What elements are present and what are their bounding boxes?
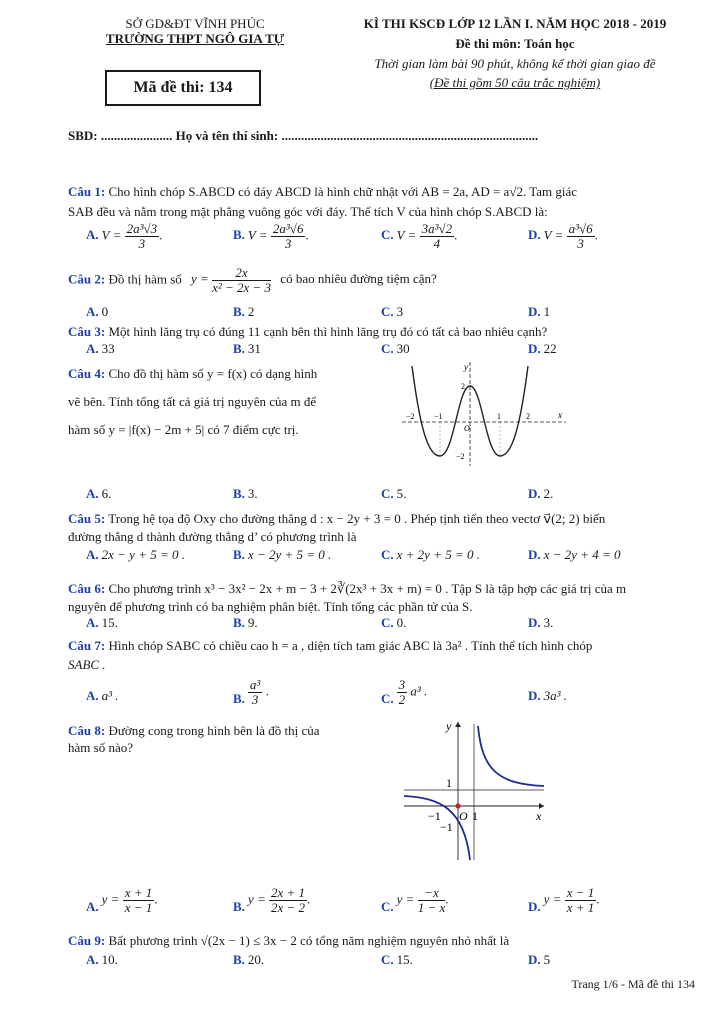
q7-answer-d: D. 3a³ . xyxy=(528,688,568,703)
q1-answer-b: B. V = $\frac{\text{2a³√6}}{3}$ . xyxy=(233,221,309,251)
q4-answer-a: A. 6. xyxy=(86,486,112,501)
tick-minus2: −2 xyxy=(406,412,415,421)
exam-title: KÌ THI KSCĐ LỚP 12 LẦN I. NĂM HỌC 2018 - 2019 xyxy=(363,16,667,31)
question-1 xyxy=(68,183,708,200)
exam-subject: Đề thi môn: Toán học xyxy=(455,36,575,51)
graph-origin: O xyxy=(459,809,468,823)
question-5: Câu 5: Trong hệ tọa độ Oxy cho đường thẳng d : x − 2y + 3 = 0 . Phép tịnh tiến theo vectơ v⃗(2; 2) biến xyxy=(68,511,606,526)
tick-1: 1 xyxy=(497,412,501,421)
tick-y2: 2 xyxy=(461,382,465,391)
q3-answer-a: A. 33 xyxy=(86,341,115,356)
question-7-cont: SABC . xyxy=(68,657,106,672)
question-2: Câu 2: Đồ thị hàm số y = $\frac{2x}{\text{x² − 2x − 3}}$ có bao nhiêu đường tiệm cận? xyxy=(68,265,437,295)
q6-answer-b: B. 9. xyxy=(233,615,258,630)
tick-minus1-x: −1 xyxy=(428,809,441,823)
tick-2: 2 xyxy=(526,412,530,421)
q1-answer-a: A. V = $\frac{\text{2a³√3}}{3}$ . xyxy=(86,221,163,251)
q6-answer-c: C. 0. xyxy=(381,615,407,630)
graph-y-label: y xyxy=(446,719,452,733)
question-4: Câu 4: Cho đồ thị hàm số y = f(x) có dạng hình vẽ bên. Tính tổng tất cả giá trị nguyên của m để hàm số y = |f(x) − 2m + 5| có 7 điểm cực trị. xyxy=(68,366,318,437)
exam-note: (Đề thi gồm 50 câu trắc nghiệm) xyxy=(429,75,601,90)
question-8: Câu 8: Đường cong trong hình bên là đồ thị của hàm số nào? xyxy=(68,723,320,755)
graph-y-label: y xyxy=(464,362,468,372)
q2-answer-b: B. 2 xyxy=(233,304,255,319)
q5-answer-b: B. x − 2y + 5 = 0 . xyxy=(233,547,332,562)
q8-hyperbola-graph xyxy=(400,716,550,862)
q3-answer-c: C. 30 xyxy=(381,341,410,356)
q6-answer-a: A. 15. xyxy=(86,615,118,630)
question-5-cont: đường thẳng d thành đường thẳng d’ có phương trình là xyxy=(68,529,357,544)
graph-x-label: x xyxy=(536,809,542,823)
tick-y1: 1 xyxy=(446,776,452,790)
q4-answer-b: B. 3. xyxy=(233,486,258,501)
q1-answer-d: D. V = $\frac{\text{a³√6}}{3}$ . xyxy=(528,221,598,251)
q5-answer-c: C. x + 2y + 5 = 0 . xyxy=(381,547,480,562)
graph-x-label: x xyxy=(558,410,562,420)
q8-answer-a: A.y = $\frac{x + 1}{x - 1}$ . xyxy=(86,885,158,915)
tick-ym2: −2 xyxy=(456,452,465,461)
exam-code-box: Mã đề thi: 134 xyxy=(105,70,261,106)
question-label: Câu 1: xyxy=(68,184,106,199)
question-6: Câu 6: Cho phương trình x³ − 3x² − 2x + m − 3 + 2∛(2x³ + 3x + m) = 0 . Tập S là tập hợp các giá trị của m xyxy=(68,581,627,596)
q2-answer-a: A. 0 xyxy=(86,304,109,319)
question-6-cont: nguyên để phương trình có ba nghiệm phân biệt. Tính tổng các phần tử của S. xyxy=(68,599,473,614)
q9-answer-b: B. 20. xyxy=(233,952,265,967)
school-name: TRƯỜNG THPT NGÔ GIA TỰ xyxy=(105,31,285,46)
graph-origin: O xyxy=(464,424,470,433)
q7-answer-a: A. a³ . xyxy=(86,688,119,703)
exam-duration: Thời gian làm bài 90 phút, không kể thời gian giao đề xyxy=(374,56,656,71)
page-footer: Trang 1/6 - Mã đề thi 134 xyxy=(571,977,695,991)
tick-x1: 1 xyxy=(472,809,478,823)
department-name: SỞ GD&ĐT VĨNH PHÚC xyxy=(125,16,265,31)
q7-answer-b: B. $\frac{\text{a³}}{3}$ . xyxy=(233,677,269,707)
q4-function-graph xyxy=(398,358,570,468)
q9-answer-c: C. 15. xyxy=(381,952,413,967)
q5-answer-d: D. x − 2y + 4 = 0 xyxy=(528,547,621,562)
q9-answer-d: D. 5 xyxy=(528,952,551,967)
q4-answer-c: C. 5. xyxy=(381,486,407,501)
tick-minus1: −1 xyxy=(434,412,443,421)
q2-answer-c: C. 3 xyxy=(381,304,404,319)
q7-answer-c: C. $\frac{3}{2}$ a³ . xyxy=(381,677,428,707)
tick-minus1-y: −1 xyxy=(440,820,453,834)
q8-answer-c: C.y = $\frac{-x}{1 - x}$ . xyxy=(381,885,449,915)
q9-answer-a: A. 10. xyxy=(86,952,118,967)
question-9: Câu 9: Bất phương trình √(2x − 1) ≤ 3x − 2 có tổng năm nghiệm nguyên nhỏ nhất là xyxy=(68,933,510,948)
question-text: Cho hình chóp S.ABCD có đáy ABCD là hình chữ nhật với AB = 2a, AD = a√2. Tam giác xyxy=(108,184,578,199)
q2-answer-d: D. 1 xyxy=(528,304,551,319)
question-1-cont: SAB đều và nằm trong mặt phẳng vuông góc với đáy. Thể tích V của hình chóp S.ABCD là: xyxy=(68,204,548,219)
question-3: Câu 3: Một hình lăng trụ có đúng 11 cạnh bên thì hình lăng trụ đó có tất cả bao nhiêu cạnh? xyxy=(68,324,548,339)
q3-answer-b: B. 31 xyxy=(233,341,261,356)
question-7: Câu 7: Hình chóp SABC có chiều cao h = a , diện tích tam giác ABC là 3a² . Tính thể tích hình chóp xyxy=(68,638,593,653)
q6-answer-d: D. 3. xyxy=(528,615,554,630)
q5-answer-a: A. 2x − y + 5 = 0 . xyxy=(86,547,185,562)
q4-answer-d: D. 2. xyxy=(528,486,554,501)
q1-answer-c: C. V = $\frac{\text{3a³√2}}{4}$ . xyxy=(381,221,458,251)
q8-answer-d: D.y = $\frac{x - 1}{x + 1}$ . xyxy=(528,885,600,915)
candidate-info-line: SBD: ...................... Họ và tên thí sinh: ............................................................................... xyxy=(68,128,539,143)
q8-answer-b: B.y = $\frac{2x + 1}{2x - 2}$ . xyxy=(233,885,311,915)
q3-answer-d: D. 22 xyxy=(528,341,557,356)
